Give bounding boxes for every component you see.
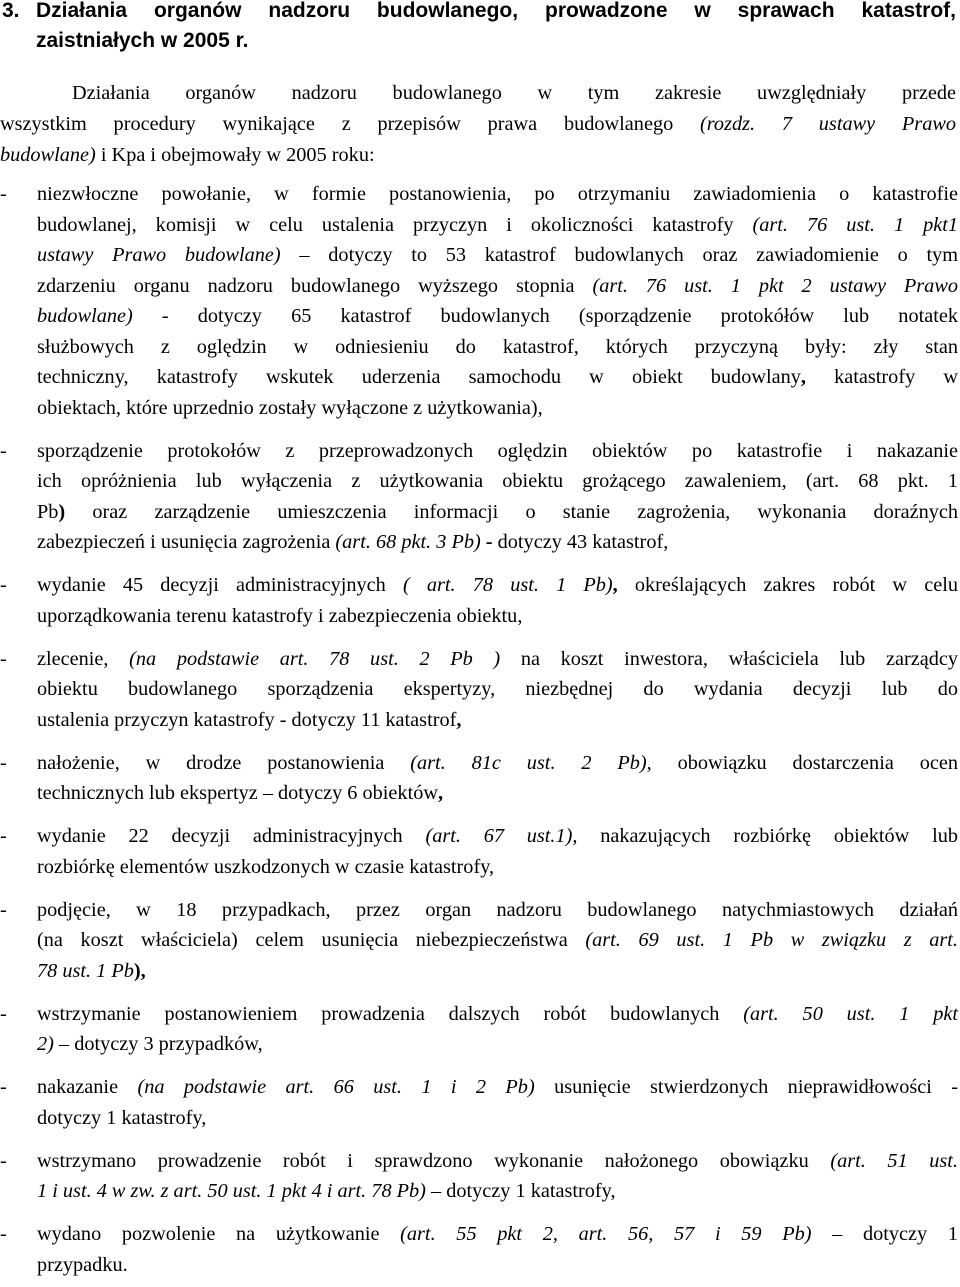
intro-paragraph: [0, 78, 956, 171]
item-line: ustawy Prawo budowlane) – dotyczy to 53 katastrof budowlanych oraz zawiadomienie o tym: [37, 244, 958, 266]
item-line: nałożenie, w drodze postanowienia (art. 81c ust. 2 Pb), obowiązku dostarczenia ocen: [37, 751, 958, 774]
item-line: sporządzenie protokołów z przeprowadzonych oględzin obiektów po katastrofie i nakazanie: [37, 439, 958, 462]
item-line: Pb) oraz zarządzenie umieszczenia informacji o stanie zagrożenia, wykonania doraźnych: [37, 500, 958, 523]
list-item: [0, 1219, 958, 1280]
item-line: zlecenie, (na podstawie art. 78 ust. 2 Pb ) na koszt inwestora, właściciela lub zarządcy: [37, 647, 958, 670]
list-dash: -: [0, 183, 7, 205]
item-line: techniczny, katastrofy wskutek uderzenia samochodu w obiekt budowlany, katastrofy w: [37, 366, 958, 388]
item-line: służbowych z oględzin w odniesieniu do katastrof, których przyczyną były: zły stan: [37, 335, 958, 358]
item-line: wydanie 45 decyzji administracyjnych ( art. 78 ust. 1 Pb), określających zakres robót w celu: [37, 574, 958, 596]
item-line: obiektach, które uprzednio zostały wyłączone z użytkowania),: [37, 396, 543, 419]
item-line: 78 ust. 1 Pb),: [37, 959, 146, 982]
section-heading-text: [2, 0, 956, 56]
item-line: zdarzeniu organu nadzoru budowlanego wyższego stopnia (art. 76 ust. 1 pkt 2 ustawy Prawo: [37, 274, 958, 297]
item-line: nakazanie (na podstawie art. 66 ust. 1 i 2 Pb) usunięcie stwierdzonych nieprawidłowości -: [37, 1076, 959, 1098]
list-dash: -: [0, 1076, 7, 1098]
list-item: [0, 644, 958, 736]
list-item: [0, 1146, 958, 1207]
list-item: [0, 1072, 958, 1133]
list-dash: -: [0, 1002, 7, 1025]
section-number-label: 3.: [2, 0, 20, 22]
item-line: (na koszt właściciela) celem usunięcia niebezpieczeństwa (art. 69 ust. 1 Pb w związku z art.: [37, 929, 958, 951]
list-dash: -: [0, 1149, 7, 1172]
list-dash: -: [0, 751, 7, 774]
item-line: wydano pozwolenie na użytkowanie (art. 55 pkt 2, art. 56, 57 i 59 Pb) – dotyczy 1: [37, 1223, 958, 1245]
item-line: ustalenia przyczyn katastrofy - dotyczy 11 katastrof,: [37, 708, 462, 731]
list-dash: -: [0, 439, 7, 462]
list-item: [0, 570, 958, 631]
intro-line: budowlane) i Kpa i obejmowały w 2005 roku:: [0, 144, 375, 166]
item-line: wstrzymanie postanowieniem prowadzenia dalszych robót budowlanych (art. 50 ust. 1 pkt: [37, 1002, 958, 1025]
item-line: uporządkowania terenu katastrofy i zabezpieczenia obiektu,: [37, 604, 523, 627]
list-item: [0, 748, 958, 809]
list-item: [0, 999, 958, 1060]
item-line: podjęcie, w 18 przypadkach, przez organ nadzoru budowlanego natychmiastowych działań: [37, 898, 958, 921]
item-line: przypadku.: [37, 1253, 128, 1276]
action-list: [0, 179, 958, 1287]
intro-line: Działania organów nadzoru budowlanego w tym zakresie uwzględniały przede: [72, 82, 956, 104]
list-dash: -: [0, 647, 7, 670]
heading-line-1-text: Działania organów nadzoru budowlanego, prowadzone w sprawach katastrof,: [36, 0, 956, 22]
item-line: 1 i ust. 4 w zw. z art. 50 ust. 1 pkt 4 i art. 78 Pb) – dotyczy 1 katastrofy,: [37, 1180, 616, 1202]
item-line: technicznych lub ekspertyz – dotyczy 6 obiektów,: [37, 782, 444, 804]
list-dash: -: [0, 1223, 7, 1245]
list-item: [0, 179, 958, 423]
heading-line-2-text: zaistniałych w 2005 r.: [36, 29, 249, 52]
item-line: budowlanej, komisji w celu ustalenia przyczyn i okoliczności katastrofy (art. 76 ust. 1 pkt1: [37, 213, 958, 236]
item-line: niezwłoczne powołanie, w formie postanowienia, po otrzymaniu zawiadomienia o katastrofie: [37, 183, 958, 205]
list-item: [0, 895, 958, 987]
item-line: obiektu budowlanego sporządzenia ekspertyzy, niezbędnej do wydania decyzji lub do: [37, 678, 958, 700]
item-line: budowlane) - dotyczy 65 katastrof budowlanych (sporządzenie protokółów lub notatek: [37, 305, 958, 327]
list-dash: -: [0, 825, 7, 847]
item-line: wstrzymano prowadzenie robót i sprawdzono wykonanie nałożonego obowiązku (art. 51 ust.: [37, 1149, 959, 1172]
item-line: wydanie 22 decyzji administracyjnych (art. 67 ust.1), nakazujących rozbiórkę obiektów lub: [37, 825, 958, 847]
list-dash: -: [0, 574, 7, 596]
item-line: 2) – dotyczy 3 przypadków,: [37, 1033, 263, 1055]
list-dash: -: [0, 898, 7, 921]
item-line: zabezpieczeń i usunięcia zagrożenia (art. 68 pkt. 3 Pb) - dotyczy 43 katastrof,: [37, 531, 669, 553]
item-line: dotyczy 1 katastrofy,: [37, 1106, 207, 1129]
list-item: [0, 436, 958, 558]
item-line: rozbiórkę elementów uszkodzonych w czasie katastrofy,: [37, 855, 495, 878]
list-item: [0, 821, 958, 882]
item-line: ich opróżnienia lub wyłączenia z użytkowania obiektu grożącego zawaleniem, (art. 68 pkt. 1: [37, 470, 958, 492]
intro-line: wszystkim procedury wynikające z przepisów prawa budowlanego (rozdz. 7 ustawy Prawo: [0, 113, 957, 135]
